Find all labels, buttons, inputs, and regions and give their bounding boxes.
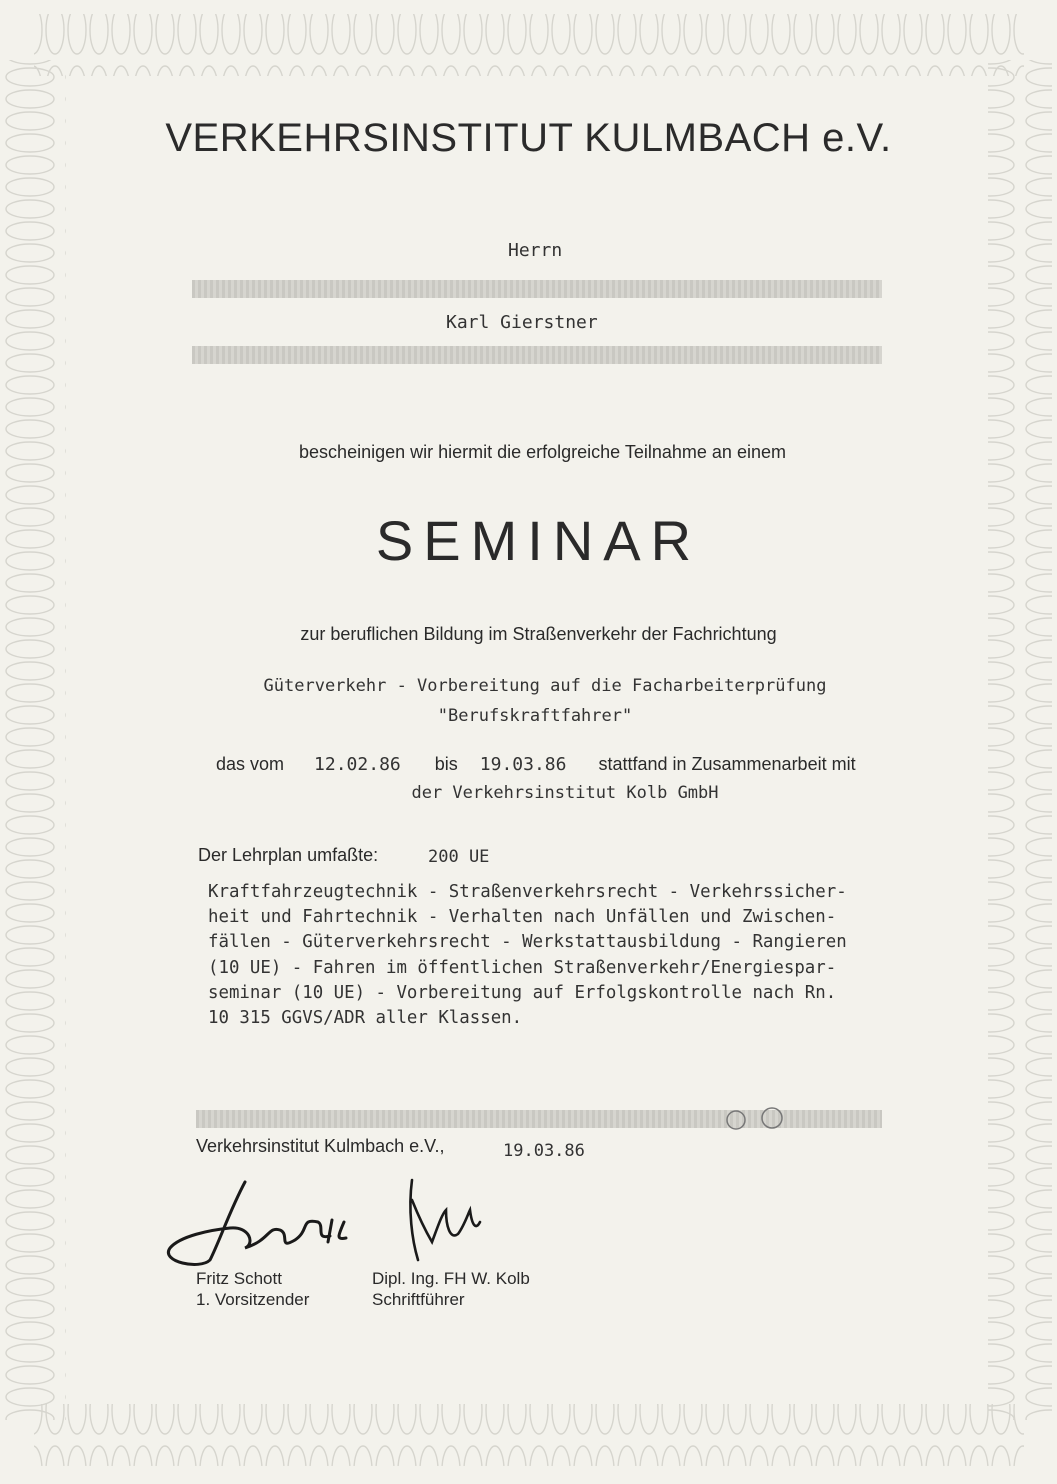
training-line: zur beruflichen Bildung im Straßenverkehr der Fachrichtung xyxy=(300,624,777,644)
signatory-role: 1. Vorsitzender xyxy=(196,1290,310,1309)
field-direction: Güterverkehr - Vorbereitung auf die Facharbeiterprüfung xyxy=(263,676,827,696)
signatures xyxy=(150,1170,530,1270)
curriculum-line: heit und Fahrtechnik - Verhalten nach Unfällen und Zwischen- xyxy=(208,907,837,928)
partner-organization: der Verkehrsinstitut Kolb GmbH xyxy=(411,783,719,803)
institute-title: VERKEHRSINSTITUT KULMBACH e.V. xyxy=(165,116,892,160)
issue-date: 19.03.86 xyxy=(503,1141,585,1161)
signature-kolb xyxy=(410,1180,480,1260)
qualification: "Berufskraftfahrer" xyxy=(437,706,633,726)
curriculum-text xyxy=(208,880,928,1031)
curriculum-label: Der Lehrplan umfaßte: xyxy=(198,845,379,865)
curriculum-line: Kraftfahrzeugtechnik - Straßenverkehrsrecht - Verkehrssicher- xyxy=(208,882,847,902)
redaction-bar xyxy=(192,346,882,364)
redaction-bar xyxy=(192,280,882,298)
signatory-name: Dipl. Ing. FH W. Kolb xyxy=(372,1269,530,1288)
date-to-word: bis xyxy=(434,754,458,774)
stamp-mark xyxy=(716,1102,796,1138)
curriculum-line: seminar (10 UE) - Vorbereitung auf Erfolgskontrolle nach Rn. xyxy=(208,982,837,1003)
signatory-role: Schriftführer xyxy=(372,1290,465,1309)
end-date: 19.03.86 xyxy=(479,754,567,775)
seminar-heading: SEMINAR xyxy=(375,509,702,572)
issue-place: Verkehrsinstitut Kulmbach e.V., xyxy=(196,1136,445,1156)
signatory-kolb xyxy=(372,1268,530,1310)
salutation: Herrn xyxy=(508,240,563,261)
date-suffix: stattfand in Zusammenarbeit mit xyxy=(598,754,856,774)
signatory-schott xyxy=(196,1268,309,1310)
date-prefix: das vom xyxy=(216,754,285,774)
curriculum-line: 10 315 GGVS/ADR aller Klassen. xyxy=(208,1008,523,1029)
start-date: 12.02.86 xyxy=(314,754,401,775)
curriculum-line: (10 UE) - Fahren im öffentlichen Straßenverkehr/Energiespar- xyxy=(208,957,837,978)
signatory-name: Fritz Schott xyxy=(196,1269,282,1288)
confirmation-text: bescheinigen wir hiermit die erfolgreiche Teilnahme an einem xyxy=(299,442,786,462)
curriculum-line: fällen - Güterverkehrsrecht - Werkstattausbildung - Rangieren xyxy=(208,932,847,953)
curriculum-units: 200 UE xyxy=(428,847,490,867)
signature-schott xyxy=(168,1182,346,1264)
recipient-name: Karl Gierstner xyxy=(446,312,598,333)
